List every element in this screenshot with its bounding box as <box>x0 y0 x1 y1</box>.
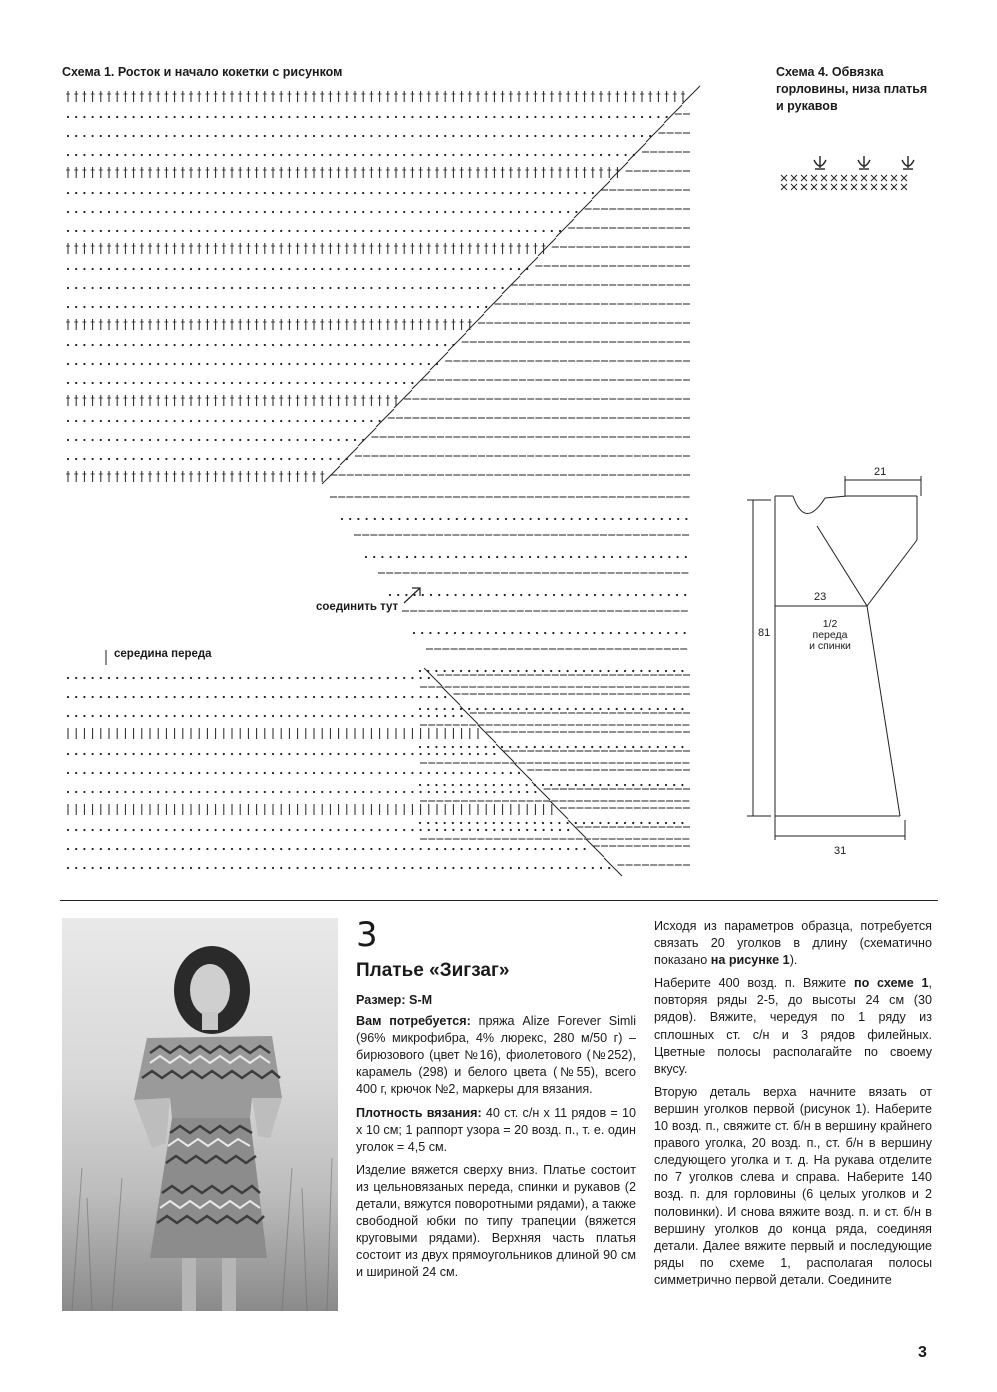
need-text: пряжа Alize Forever Simli (96% микрофибра, 4% люрекс, 280 м/50 г) – бирюзового (цвет №16), фиолетового (№252), карамель (298) и белого цвета (№55), всего 400 г, крючок №2, маркеры для вязания. <box>356 1014 637 1097</box>
schema1-title: Схема 1. Росток и начало кокетки с рисунком <box>62 65 343 79</box>
pattern-drawing <box>745 470 945 870</box>
dim-top: 21 <box>874 466 887 478</box>
schema4-title-line3: и рукавов <box>776 99 838 113</box>
schema4-title-line2: горловины, низа платья <box>776 82 928 96</box>
page-number: 3 <box>918 1344 927 1361</box>
pattern-inner-line1: 1/2 <box>822 618 838 630</box>
dress-photo <box>62 918 338 1311</box>
schema4-diagram <box>776 150 936 200</box>
schema4-title <box>776 64 927 115</box>
dim-mid: 23 <box>814 591 827 603</box>
pattern-inner-label <box>800 619 860 652</box>
paragraph-4: Вторую деталь верха начните вязать от вершин уголков первой (рисунок 1). Наберите 10 возд. п., свяжите ст. б/н в вершину крайнего правого уголка, 20 возд. п., ст. б/н в вершину следующего уголка и т. д. На рукава отделите по 7 уголков слева и справа. Наберите 140 возд. п. для горловины (6 целых уголков и 2 половинки). И снова вяжите возд. п. и ст. б/н в вершину уголков до конца ряда, соединяя детали. Далее вяжите первый и последующие ряды по схеме 1, располагая полосы симметрично первой детали. Соедините <box>654 1084 932 1287</box>
p2-a: Исходя из параметров образца, потребуется связать 20 уголков в длину (схематично показано <box>654 919 932 968</box>
size-label: Размер: <box>356 993 406 1007</box>
need-label: Вам потребуется: <box>356 1014 471 1029</box>
schema4-title-line1: Схема 4. Обвязка <box>776 65 884 79</box>
density-label: Плотность вязания: <box>356 1105 482 1120</box>
paragraph-1: Изделие вяжется сверху вниз. Платье состоит из цельновязаных переда, спинки и рукавов (2 детали, вяжутся поворотными рядами), а также свободной юбки по типу трапеции (вяжется круговыми рядами). Верхняя часть платья состоит из двух прямоугольников длиной 90 см и шириной 24 см. <box>356 1162 636 1280</box>
pattern-inner-line2: переда <box>812 629 848 641</box>
article-number: 3 <box>356 915 378 955</box>
p3-a: Наберите 400 возд. п. Вяжите <box>654 976 854 991</box>
p2-c: ). <box>789 953 798 968</box>
density-text: 40 ст. с/н х 11 рядов = 10 х 10 см; 1 раппорт узора = 20 возд. п., т. е. один уголок = 4,5 см. <box>356 1105 636 1154</box>
article-title: Платье «Зигзаг» <box>356 960 510 981</box>
p2-b: на рисунке 1 <box>710 953 790 968</box>
p3-b: по схеме 1 <box>853 976 929 991</box>
dim-side: 81 <box>758 627 771 639</box>
join-label: соединить тут <box>316 601 399 613</box>
section-divider <box>60 900 938 901</box>
dim-bottom: 31 <box>834 845 847 857</box>
pattern-inner-line3: и спинки <box>809 640 851 652</box>
size-value: S-M <box>409 993 433 1007</box>
article-column-2 <box>654 918 932 1295</box>
article-column-1 <box>356 992 636 1288</box>
p3-c: , повторяя ряды 2-5, до высоты 24 см (30 рядов). Вяжите, чередуя по 1 ряду из сплошных ст. с/н и 3 рядов филейных. Цветные полосы располагайте по своему вкусу. <box>654 976 933 1076</box>
center-label: середина переда <box>114 648 212 660</box>
